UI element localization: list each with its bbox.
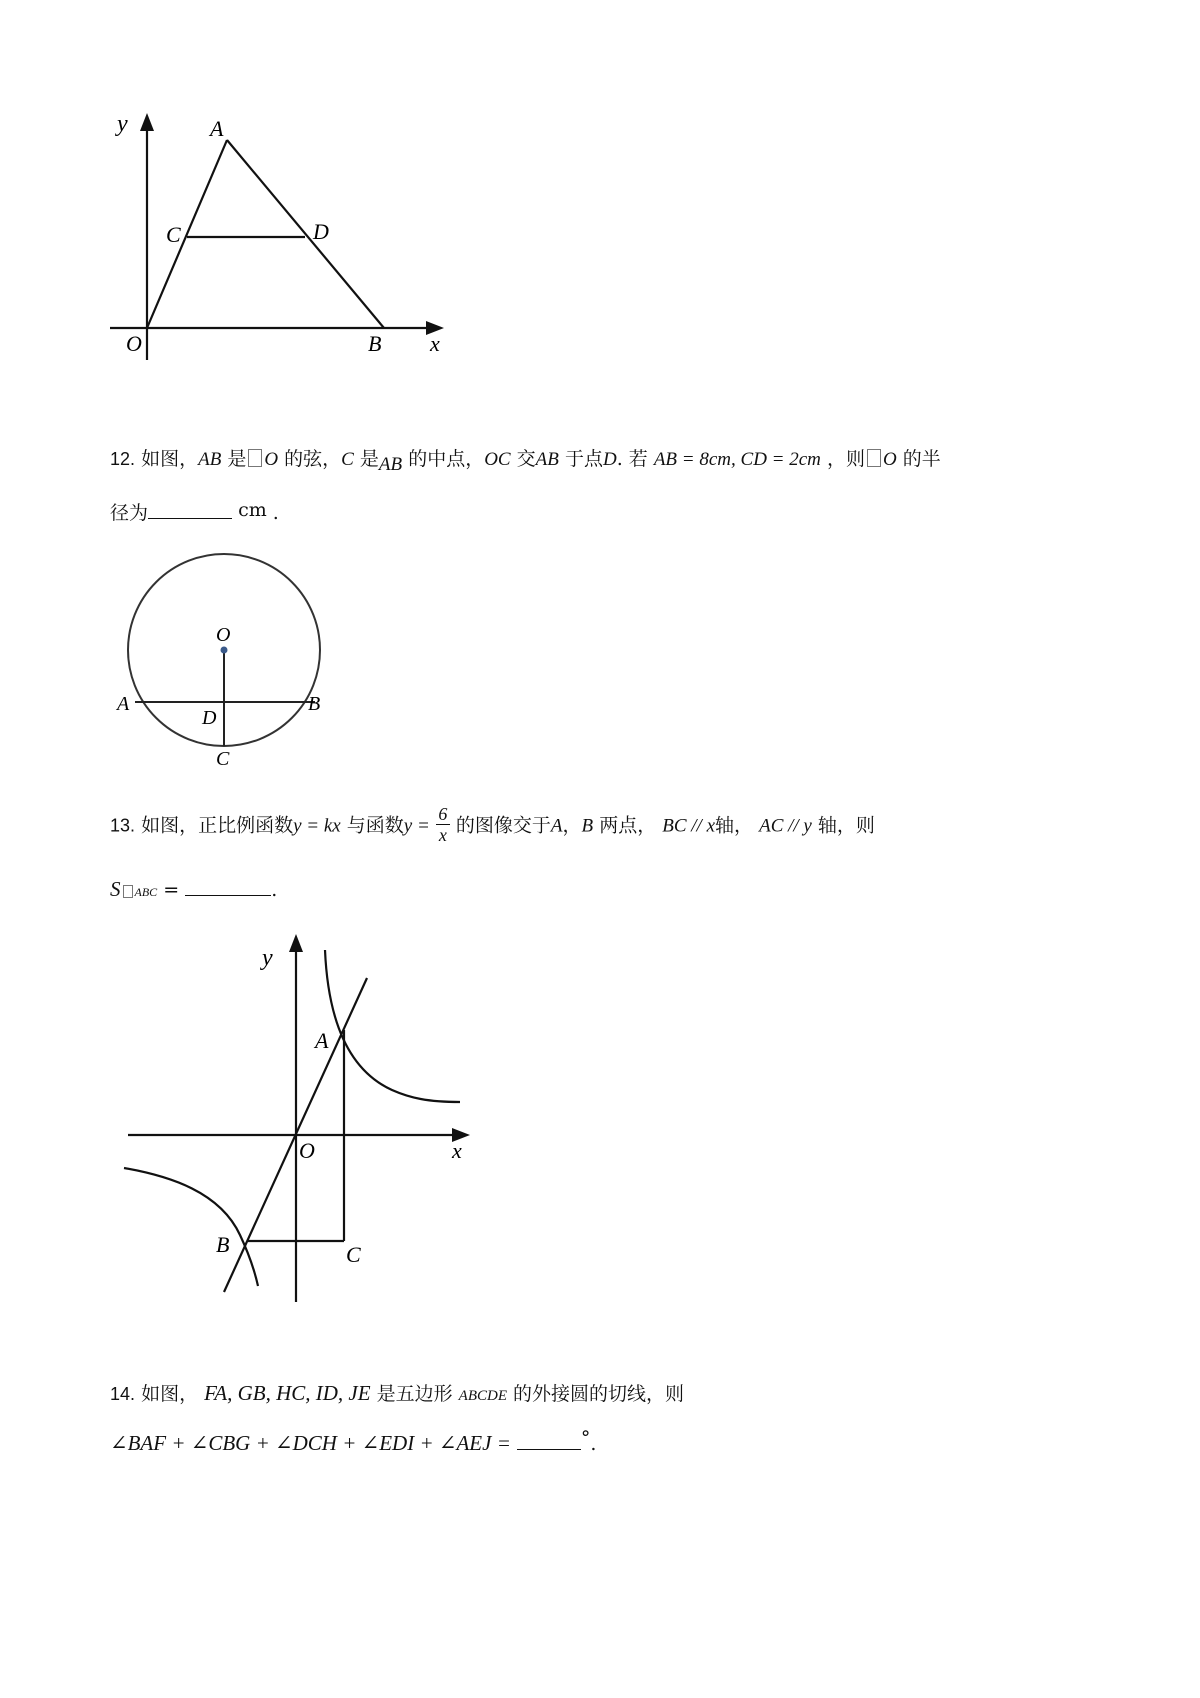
label-C: C [216, 748, 230, 770]
label-C: C [346, 1242, 361, 1267]
fraction-6-over-x: $\frac{6}{x}$ [436, 804, 450, 845]
label-y: y [262, 945, 273, 971]
label-y: y [117, 111, 128, 137]
answer-blank[interactable] [148, 500, 232, 519]
label-B: B [216, 1232, 230, 1257]
label-D: D [313, 219, 329, 244]
label-A: A [117, 693, 130, 715]
label-O: O [216, 624, 231, 646]
label-x: x [452, 1138, 462, 1163]
center-point-icon [221, 647, 228, 654]
circle-symbol-icon [867, 449, 881, 467]
question-number: 13. [110, 815, 136, 836]
label-A: A [210, 116, 224, 141]
triangle-symbol-icon [123, 885, 133, 898]
figure-circle [110, 550, 340, 780]
question-14-line-1: 14. 如图， FA, GB, HC, ID, JE 是五边形 ABCDE 的外接圆的切线，则 [110, 1381, 685, 1405]
question-12-line-2: 径为 cm . [110, 499, 279, 524]
answer-blank[interactable] [185, 877, 271, 896]
circle-symbol-icon [248, 449, 262, 467]
condition: AB = 8cm, CD = 2cm [653, 449, 821, 470]
question-14-line-2: ∠BAF + ∠CBG + ∠DCH + ∠EDI + ∠AEJ = °. [110, 1427, 597, 1455]
question-12-line-1: 12. 如图，AB 是 O 的弦，C 是AB 的中点，OC 交AB 于点D. 若 AB = 8cm, CD = 2cm ，则 O 的半 [110, 448, 941, 475]
label-O: O [126, 331, 142, 356]
label-D: D [202, 707, 217, 729]
question-number: 14. [110, 1384, 136, 1404]
arc-AB: AB [378, 454, 403, 475]
question-13-line-2: S ABC = . [110, 877, 278, 901]
figure-triangle-axes [100, 105, 500, 375]
answer-blank[interactable] [517, 1431, 581, 1450]
label-C: C [166, 222, 181, 247]
label-B: B [368, 331, 382, 356]
label-B: B [308, 693, 321, 715]
y-axis-arrow-icon [140, 113, 154, 131]
segment-OA [147, 140, 227, 328]
angle-sum-expression: ∠BAF + ∠CBG + ∠DCH + ∠EDI + ∠AEJ = [110, 1431, 511, 1455]
question-13-line-1: 13. 如图，正比例函数y = kx 与函数y = $\frac{6}{x}$ 的图像交于A，B 两点， BC // x轴， AC // y 轴，则 [110, 804, 875, 845]
question-number: 12. [110, 449, 136, 469]
label-O: O [299, 1138, 315, 1163]
label-A: A [315, 1028, 329, 1053]
label-x: x [430, 331, 440, 356]
hyperbola-branch-3 [124, 1168, 258, 1286]
y-axis-arrow-icon [289, 934, 303, 952]
figure-hyperbola [110, 930, 510, 1330]
segment-AB [227, 140, 384, 328]
